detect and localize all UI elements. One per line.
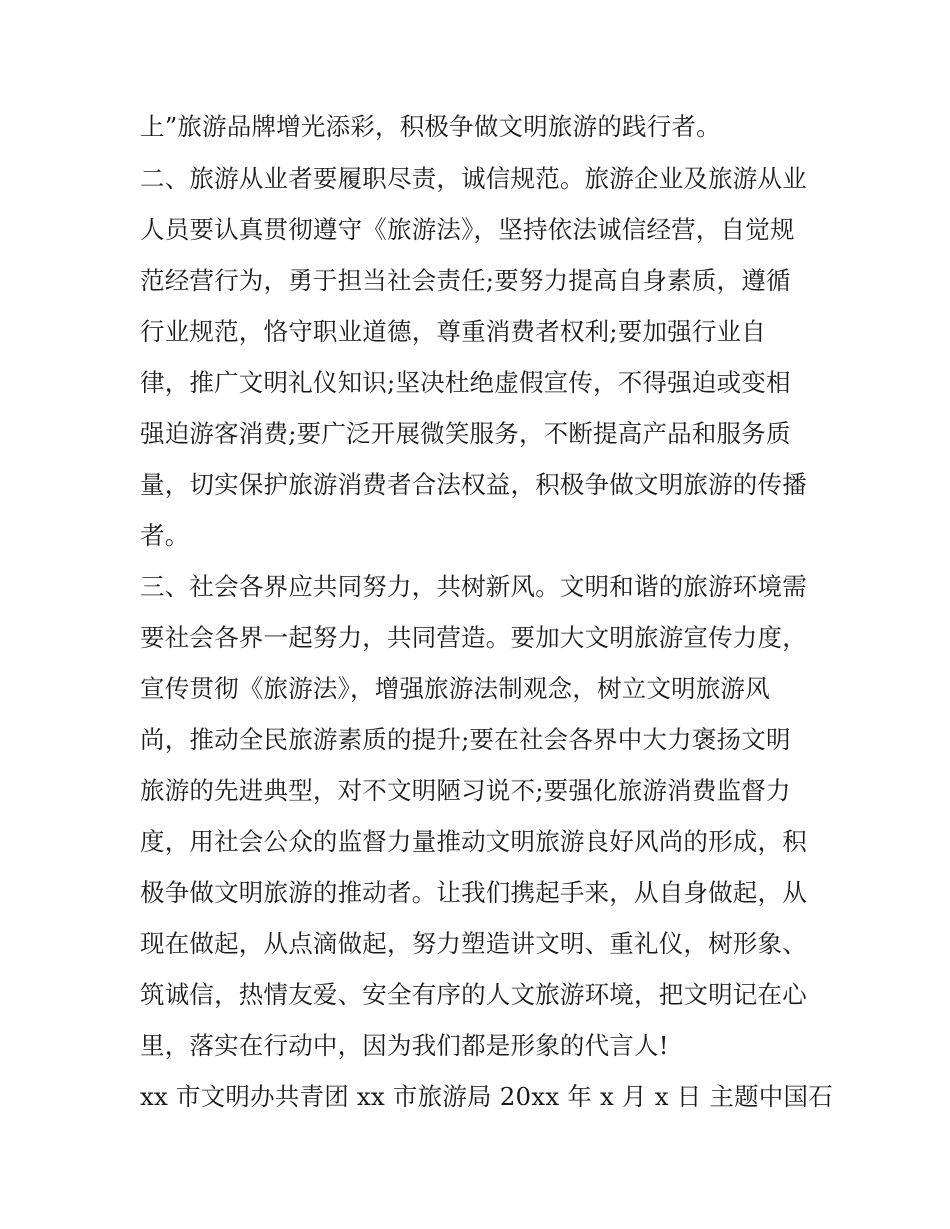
text-line-17: 现在做起，从点滴做起，努力塑造讲文明、重礼仪，树形象、 [140, 929, 807, 958]
text-line-2: 二、旅游从业者要履职尽责，诚信规范。旅游企业及旅游从业 [140, 164, 807, 193]
text-line-7: 强迫游客消费;要广泛开展微笑服务，不断提高产品和服务质 [140, 419, 791, 448]
text-line-10: 三、社会各界应共同努力，共树新风。文明和谐的旅游环境需 [140, 572, 807, 601]
text-line-13: 尚，推动全民旅游素质的提升;要在社会各界中大力褒扬文明 [140, 725, 791, 754]
text-line-18: 筑诚信，热情友爱、安全有序的人文旅游环境，把文明记在心 [140, 980, 807, 1009]
text-line-6: 律，推广文明礼仪知识;坚决杜绝虚假宣传，不得强迫或变相 [140, 368, 791, 397]
text-line-3: 人员要认真贯彻遵守《旅游法》，坚持依法诚信经营，自觉规 [140, 215, 795, 244]
text-line-14: 旅游的先进典型，对不文明陋习说不;要强化旅游消费监督力 [140, 776, 791, 805]
text-line-4: 范经营行为，勇于担当社会责任;要努力提高自身素质，遵循 [140, 266, 791, 295]
text-line-12: 宣传贯彻《旅游法》，增强旅游法制观念，树立文明旅游风 [140, 674, 770, 703]
text-line-16: 极争做文明旅游的推动者。让我们携起手来，从自身做起，从 [140, 878, 807, 907]
text-line-15: 度，用社会公众的监督力量推动文明旅游良好风尚的形成，积 [140, 827, 807, 856]
text-line-1: 上”旅游品牌增光添彩，积极争做文明旅游的践行者。 [140, 112, 721, 141]
text-line-11: 要社会各界一起努力，共同营造。要加大文明旅游宣传力度， [140, 623, 807, 652]
text-line-20: xx 市文明办共青团 xx 市旅游局 20xx 年 x 月 x 日 主题中国石 [140, 1082, 833, 1111]
text-line-5: 行业规范，恪守职业道德，尊重消费者权利;要加强行业自 [140, 317, 766, 346]
text-line-9: 者。 [140, 521, 190, 550]
text-line-19: 里，落实在行动中，因为我们都是形象的代言人! [140, 1031, 669, 1060]
text-line-8: 量，切实保护旅游消费者合法权益，积极争做文明旅游的传播 [140, 470, 807, 499]
